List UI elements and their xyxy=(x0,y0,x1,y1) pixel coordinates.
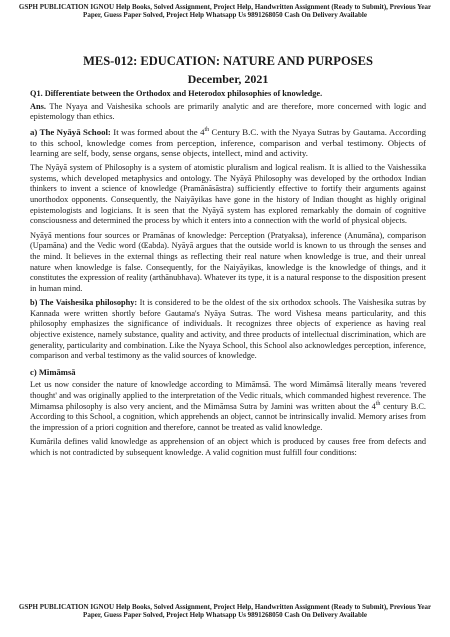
section-a-heading: a) The Nyāyā School: xyxy=(30,126,111,137)
document-title: MES-012: EDUCATION: NATURE AND PURPOSES xyxy=(83,54,373,68)
section-a-sup: th xyxy=(204,126,210,133)
header-banner: GSPH PUBLICATION IGNOU Help Books, Solved Assignment, Project Help, Handwritten Assignment (Ready to Submit), Previous Year Paper, Guess Paper Solved, Project Help Whatsapp Us 9891268050 Cash On Delivery Available xyxy=(18,3,432,20)
nyaya-system-paragraph: The Nyāyā system of Philosophy is a system of atomistic pluralism and logical realism. It is allied to the Vaishessika systems, which developed metaphysics and ontology. The Nyāyā Philosophy was developed by the orthodox Indian thinkers to invent a science of knowledge (Pramānāsāstra) sufficiently effective to fortify their arguments against unorthodox opponents. Consequently, the Naiyāyikas have gone in the history of Indian thought as highly original epistemologists and logicians. It is seen that the Nyāyā system has explored remarkably the domain of cognitive consciousness and determined the process by which it enters into a connection with the world of physical objects. xyxy=(30,163,426,226)
document-body xyxy=(30,54,426,459)
section-b-text: It is considered to be the oldest of the six orthodox schools. The Vaishesika sutras by Kannada were written shortly before Gautama's Nyāya Sutras. The word Vishesa means particularity, and this philosophy emphasizes the significance of individuals. It recognizes three objects of experience as having real objective existence, namely substance, quality and activity, and three products of intellectual discrimination, which are generality, particularity and combination. Like the Nyaya School, this School also acknowledges perception, inference, comparison and verbal testimony as the valid sources of knowledge. xyxy=(30,298,426,361)
mimamsa-sup: th xyxy=(375,400,381,407)
kumarila-paragraph: Kumārila defines valid knowledge as apprehension of an object which is produced by causes free from defects and which is not contradicted by subsequent knowledge. A valid cognition must fulfill four conditions: xyxy=(30,437,426,458)
question-text: Q1. Differentiate between the Orthodox and Heterodox philosophies of knowledge. xyxy=(30,89,323,98)
section-a-paragraph xyxy=(30,127,426,159)
answer-intro-text: The Nyaya and Vaishesika schools are primarily analytic and are therefore, more concerned with logic and epistemology than ethics. xyxy=(30,101,426,122)
answer-intro xyxy=(30,102,426,123)
section-b-heading: b) The Vaishesika philosophy: xyxy=(30,298,138,308)
section-b-paragraph xyxy=(30,298,426,362)
pramanas-paragraph: Nyāyā mentions four sources or Pramānas of knowledge: Perception (Pratyaksa), inference (Anumāna), comparison (Upamāna) and the Vedic word (Œabda). Nyāyā argues that the outside world is known to us through the senses and the mind. It believes in the external things as reflecting their real nature when knowledge is true, and their unreal nature when knowledge is false. Consequently, for the Naiyāyikas, knowledge is the knowledge of things, and it constitutes the expression of reality (arthānubhava). Whatever its type, it is a natural response to the disposition present in human mind. xyxy=(30,230,426,293)
footer-banner: GSPH PUBLICATION IGNOU Help Books, Solved Assignment, Project Help, Handwritten Assignment (Ready to Submit), Previous Year Paper, Guess Paper Solved, Project Help Whatsapp Us 9891268050 Cash On Delivery Available xyxy=(18,603,432,620)
document-date: December, 2021 xyxy=(187,72,269,86)
mimamsa-text-1: Let us now consider the nature of knowledge according to Mimāmsā. The word Mimāmsā literally means 'revered thought' and was originally applied to the interpretation of the Vedic rituals, which commanded highest reverence. The Mimamsa philosophy is also very ancient, and the Mimāmsa Sutra by Jamini was written about the 4 xyxy=(30,380,426,411)
section-a-text-1: It was formed about the 4 xyxy=(110,126,205,137)
answer-label: Ans. xyxy=(30,101,46,111)
section-a-text-2: Century B.C. with the Nyaya Sutras by Gautama. According to this school, knowledge comes from perception, inference, comparison and verbal testimony. Objects of learning are self, body, sense organs, sense objects, intellect, mind and activity. xyxy=(30,126,427,159)
mimamsa-paragraph xyxy=(30,380,426,433)
section-c-heading: c) Mimāmsā xyxy=(30,366,76,377)
mimamsa-text-2: century B.C. According to this School, a cognition, which apprehends an object, cannot be intrinsically invalid. Memory arises from the impression of a priori cognition and therefore, cannot be treated as valid knowledge. xyxy=(30,401,426,432)
